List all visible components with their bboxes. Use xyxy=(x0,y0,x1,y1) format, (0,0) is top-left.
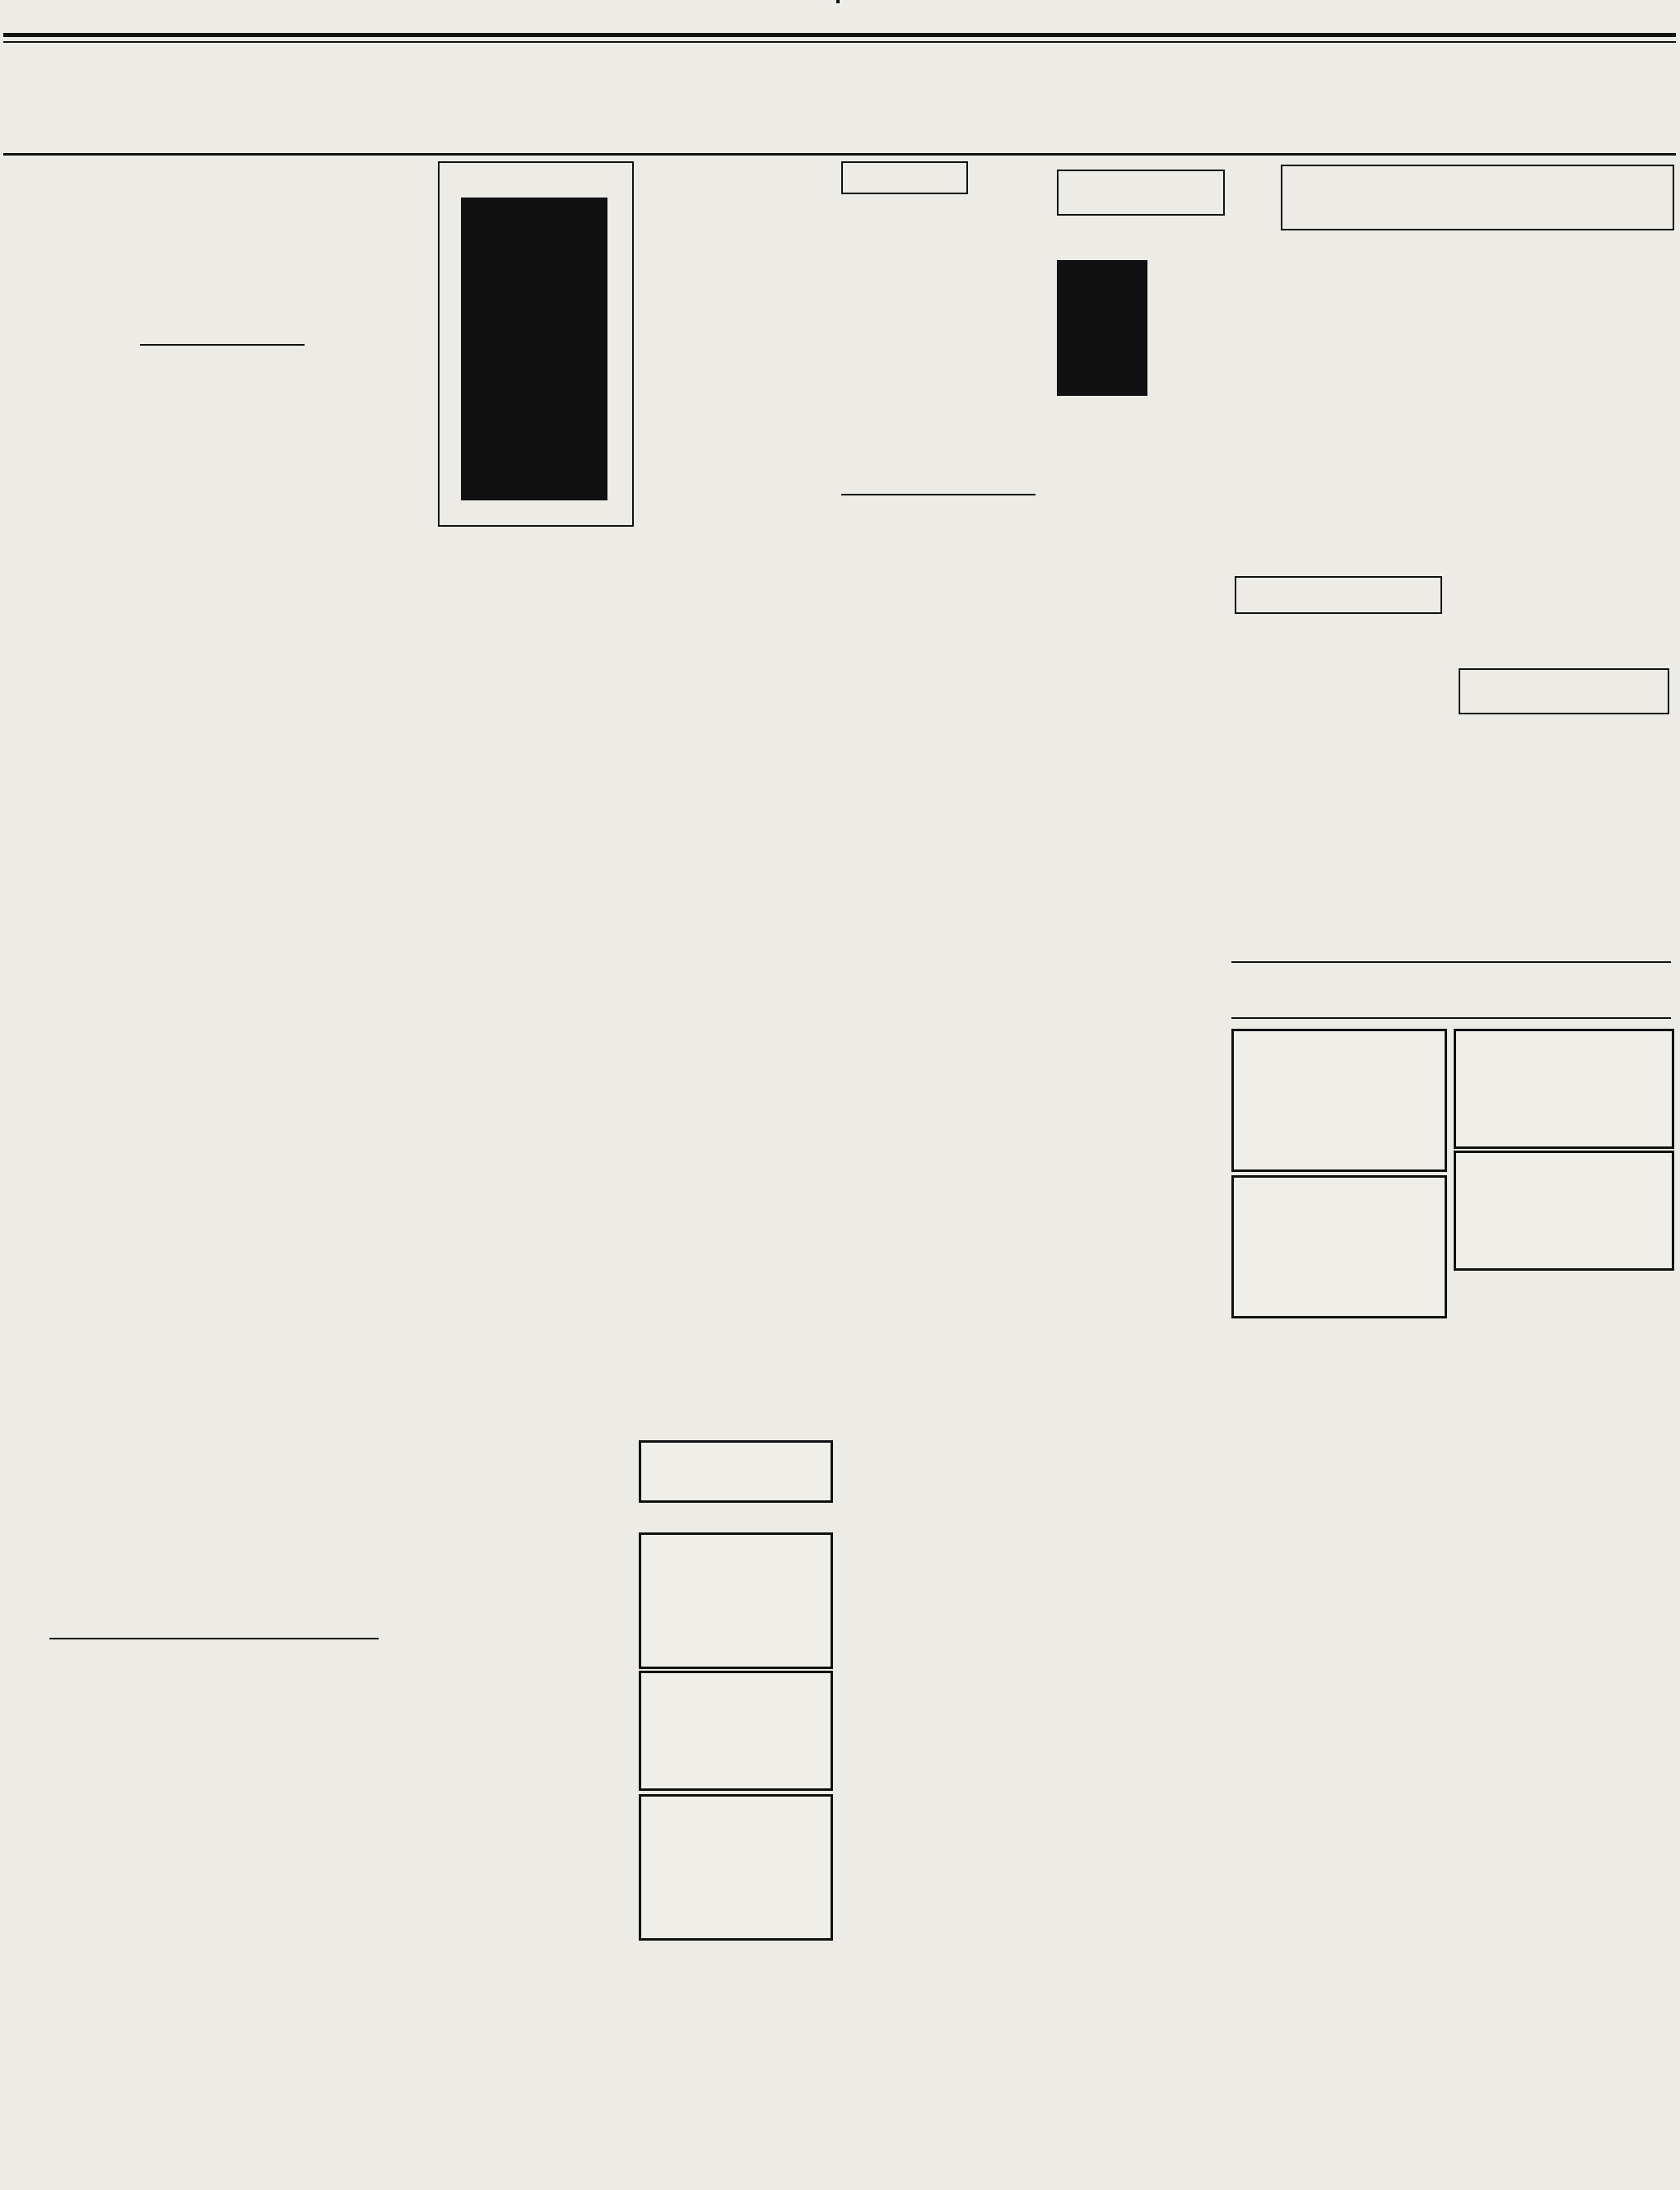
jottings-box xyxy=(841,161,968,194)
harrison-article xyxy=(440,685,631,1964)
shops-rule xyxy=(1231,961,1671,963)
diton-ad xyxy=(639,1671,833,1791)
philosophy-box xyxy=(1057,170,1225,216)
cottman-article xyxy=(12,1713,217,2187)
brown-article xyxy=(841,594,1035,1434)
jottings-rule xyxy=(841,494,1035,495)
appointments-list xyxy=(841,1448,1035,1778)
philosophy-article xyxy=(1060,216,1220,1409)
beauty-heading-box xyxy=(1235,576,1442,614)
harrison-article-cont2 xyxy=(639,1208,830,1422)
blind-article xyxy=(639,658,830,782)
cottman-rule xyxy=(49,1638,379,1639)
jersey-cleaners-ad xyxy=(1231,1029,1447,1172)
jottings-article xyxy=(841,202,1035,487)
beauty-article xyxy=(1235,652,1440,973)
herbert-ad xyxy=(1231,1175,1447,1318)
banner-rule xyxy=(3,153,1676,156)
harrison-pre xyxy=(440,530,631,573)
little-worries-poem xyxy=(1465,734,1668,1057)
news-heading-box xyxy=(1281,165,1674,230)
harrison-article-cont xyxy=(639,161,830,589)
johnson-ad xyxy=(1454,1029,1674,1149)
top-rule xyxy=(3,33,1676,37)
news-article xyxy=(1231,235,1442,543)
richmond-article xyxy=(12,351,428,1630)
coates-ad xyxy=(639,1440,833,1503)
blind-poem xyxy=(639,833,830,1203)
news-article-cont xyxy=(1454,235,1669,662)
harding-note xyxy=(1454,1274,1669,1373)
lamb-ad xyxy=(639,1532,833,1669)
poem-subtitle xyxy=(639,802,830,832)
photo-frame xyxy=(438,161,634,527)
hoenig-ad xyxy=(1454,1151,1674,1271)
bojangles-article xyxy=(1454,1876,1669,2188)
shops-rule-2 xyxy=(1231,1017,1671,1019)
martin-smith-ad xyxy=(639,1794,833,1941)
top-rule-thin xyxy=(3,41,1676,43)
cottman-article-cont xyxy=(224,1646,430,2187)
poem-title xyxy=(639,786,830,802)
douglas-article xyxy=(1454,1419,1669,1773)
poets-heading-box xyxy=(1459,668,1669,714)
headline-rule xyxy=(140,344,305,346)
